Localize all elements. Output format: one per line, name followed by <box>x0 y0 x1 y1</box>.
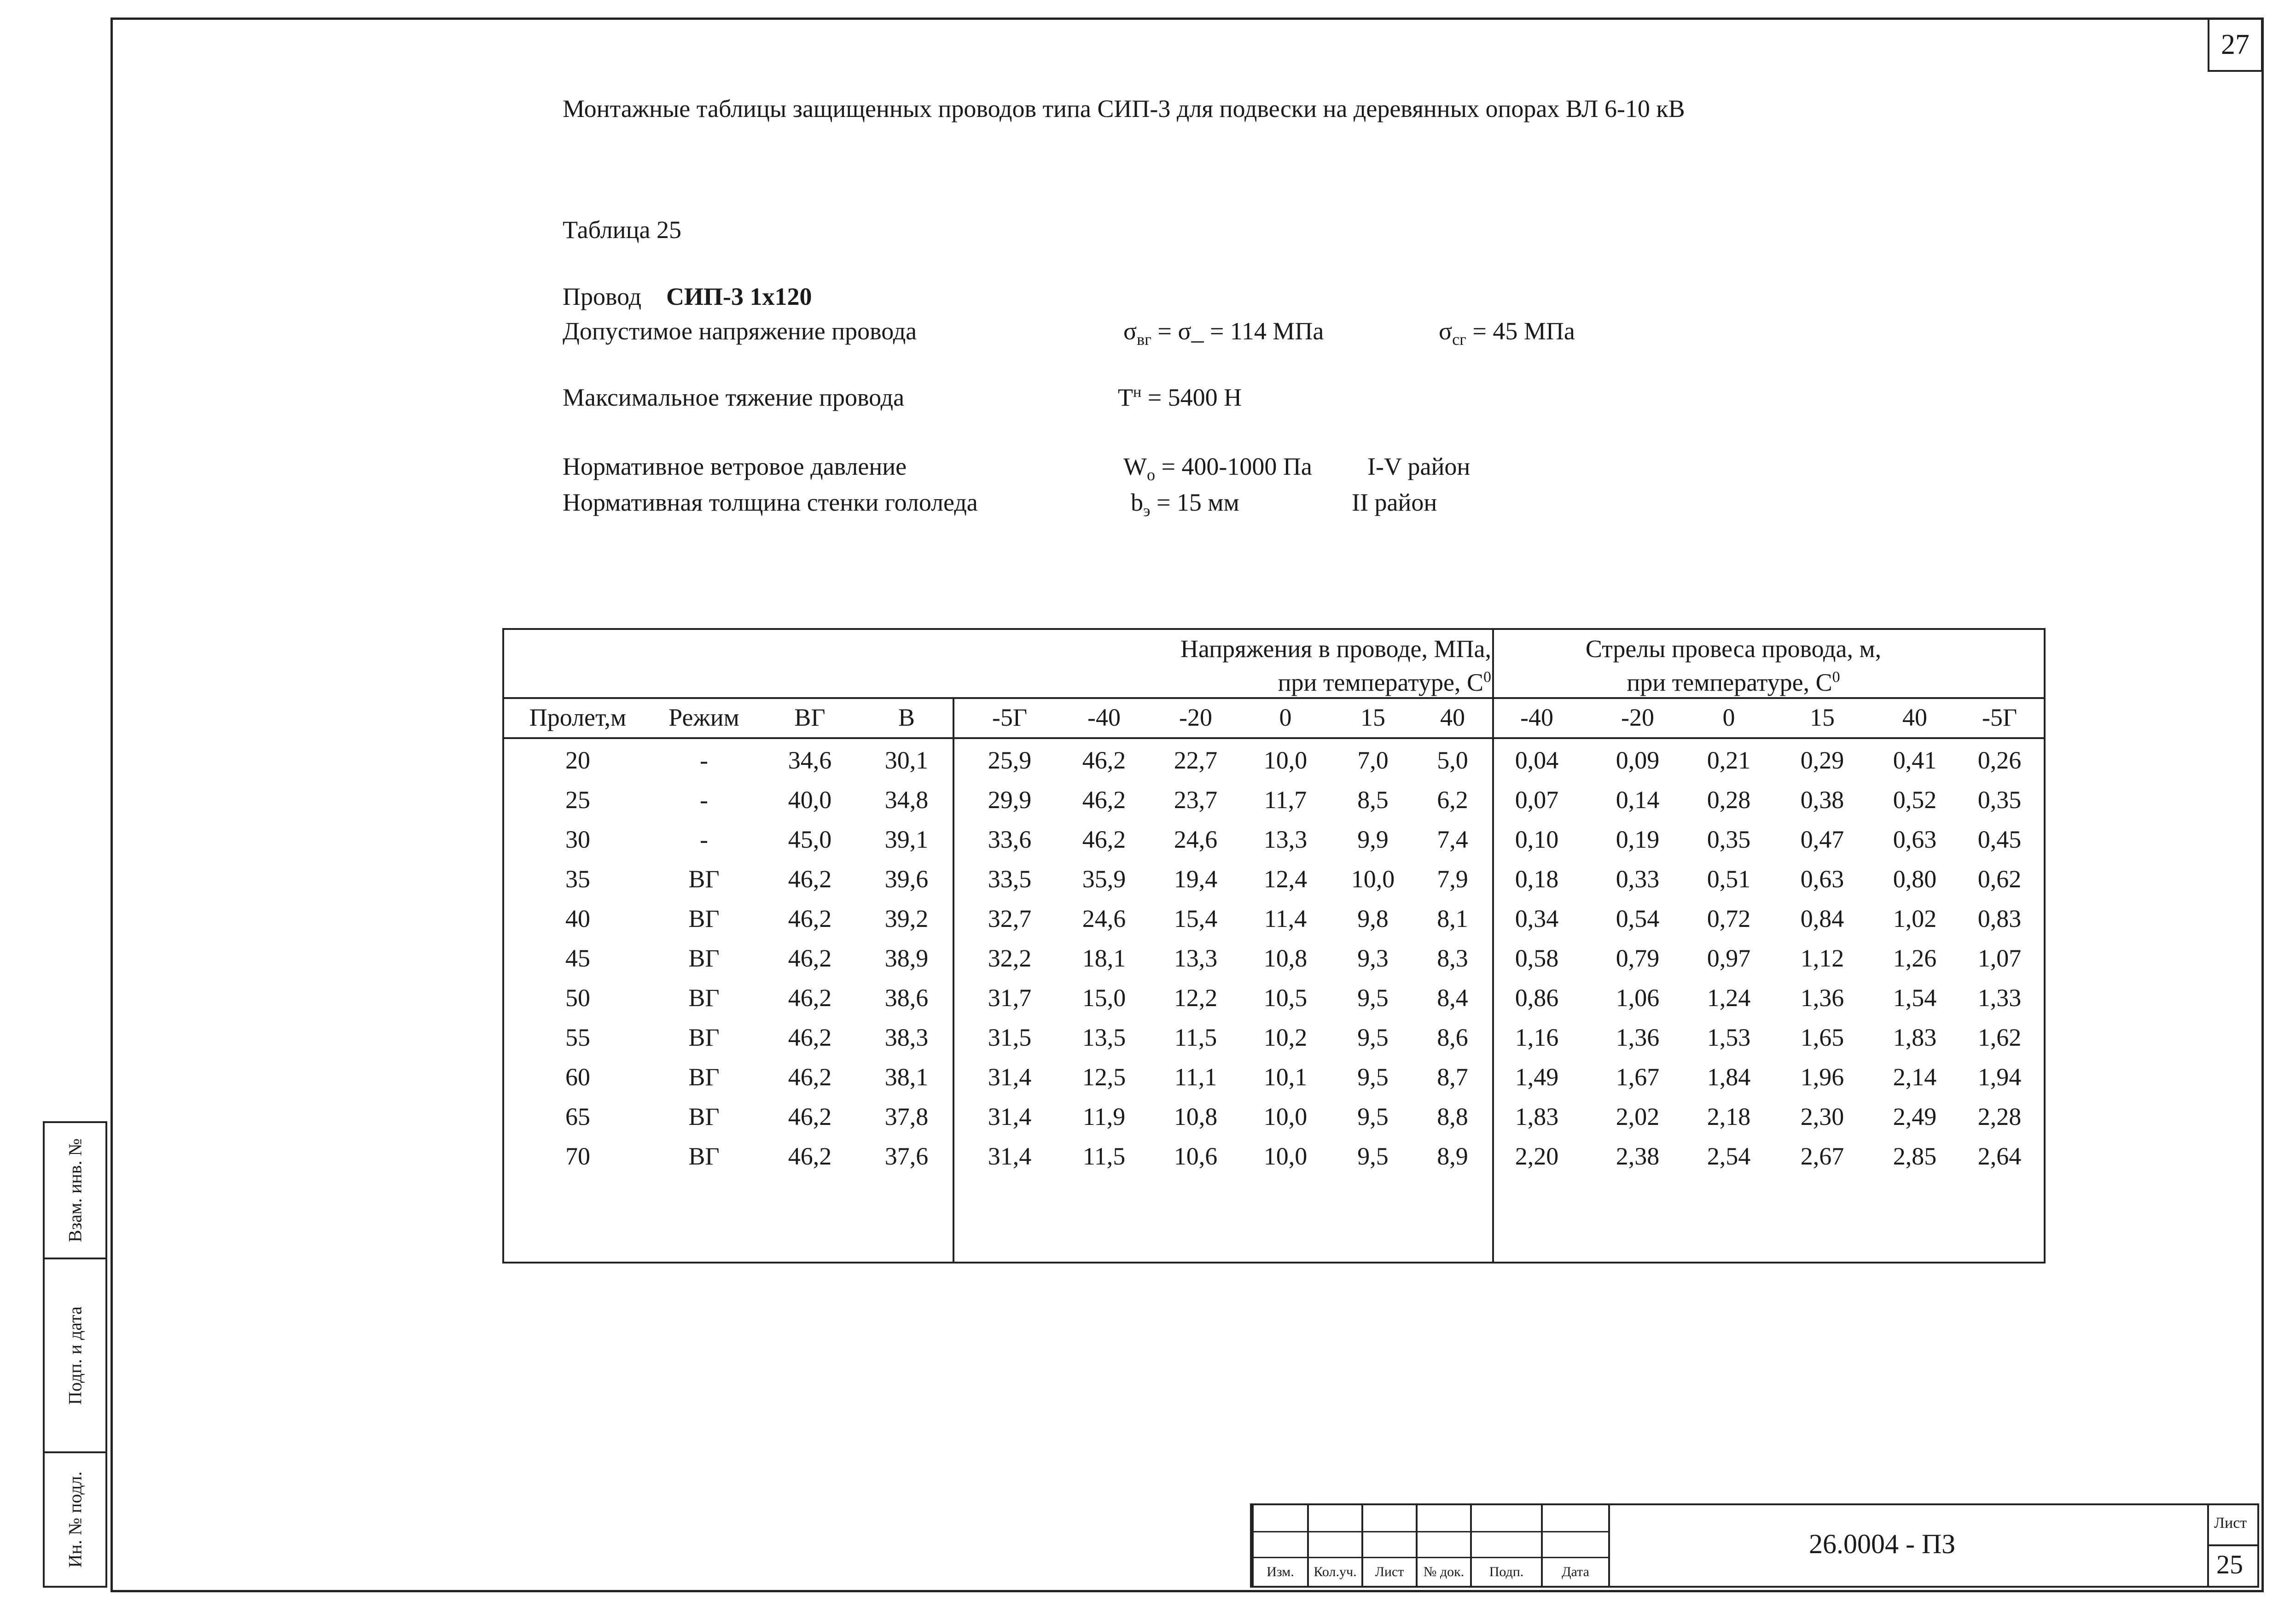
title-block-vline <box>1541 1505 1543 1588</box>
title-block-vline <box>1361 1505 1363 1588</box>
table-cell: ВГ <box>688 1142 720 1170</box>
table-cell: 25 <box>565 786 590 814</box>
column-header: -40 <box>1520 704 1553 731</box>
table-cell: 2,30 <box>1800 1103 1844 1130</box>
table-cell: 34,8 <box>884 786 929 814</box>
table-cell: 38,9 <box>884 944 929 972</box>
table-cell: 55 <box>565 1024 590 1051</box>
wind-pressure-label: Нормативное ветровое давление <box>563 453 907 480</box>
table-cell: 2,18 <box>1707 1103 1751 1130</box>
wire-value: СИП-3 1х120 <box>666 283 812 310</box>
podp-data-label: Подп. и дата <box>64 1306 86 1405</box>
table-cell: 30 <box>565 826 590 853</box>
table-cell: 10,0 <box>1263 1103 1308 1130</box>
table-cell: 7,4 <box>1437 826 1468 853</box>
table-cell: 0,45 <box>1977 826 2022 853</box>
table-cell: 10,8 <box>1174 1103 1218 1130</box>
vzam-inv-label: Взам. инв. № <box>64 1138 86 1242</box>
table-cell: 9,5 <box>1357 1103 1389 1130</box>
table-cell: 8,9 <box>1437 1142 1468 1170</box>
table-cell: - <box>700 786 708 814</box>
table-cell: ВГ <box>688 865 720 893</box>
table-row <box>504 740 2044 780</box>
table-cell: 1,33 <box>1977 984 2022 1012</box>
table-cell: 65 <box>565 1103 590 1130</box>
table-cell: ВГ <box>688 944 720 972</box>
table-cell: 0,18 <box>1515 865 1559 893</box>
table-cell: 31,4 <box>988 1103 1032 1130</box>
table-cell: 1,06 <box>1616 984 1660 1012</box>
table-cell: 0,41 <box>1893 746 1937 774</box>
margin-stamp-podp <box>43 1258 107 1453</box>
table-cell: 15,0 <box>1082 984 1126 1012</box>
table-cell: 2,49 <box>1893 1103 1937 1130</box>
table-cell: 0,51 <box>1707 865 1751 893</box>
table-cell: ВГ <box>688 1063 720 1091</box>
table-cell: 32,2 <box>988 944 1032 972</box>
document-title: Монтажные таблицы защищенных проводов типа СИП-3 для подвески на деревянных опорах ВЛ 6-10 кВ <box>563 95 1685 122</box>
table-cell: 0,86 <box>1515 984 1559 1012</box>
table-cell: 0,04 <box>1515 746 1559 774</box>
table-cell: 1,65 <box>1800 1024 1844 1051</box>
table-cell: 10,0 <box>1351 865 1395 893</box>
table-cell: 1,16 <box>1515 1024 1559 1051</box>
table-row <box>504 1057 2044 1097</box>
table-cell: 5,0 <box>1437 746 1468 774</box>
table-cell: 13,5 <box>1082 1024 1126 1051</box>
table-cell: 0,54 <box>1616 905 1660 932</box>
table-cell: 45,0 <box>788 826 832 853</box>
table-cell: 31,4 <box>988 1142 1032 1170</box>
table-cell: 0,28 <box>1707 786 1751 814</box>
table-cell: 0,34 <box>1515 905 1559 932</box>
document-code: 26.0004 - ПЗ <box>1809 1529 1956 1559</box>
wire-line <box>563 282 812 311</box>
table-cell: 0,14 <box>1616 786 1660 814</box>
title-block-vline <box>1470 1505 1472 1588</box>
table-cell: 8,4 <box>1437 984 1468 1012</box>
table-cell: 12,2 <box>1174 984 1218 1012</box>
table-cell: 9,8 <box>1357 905 1389 932</box>
table-cell: 9,5 <box>1357 1142 1389 1170</box>
header-rule-bottom <box>504 737 2044 739</box>
table-cell: 9,9 <box>1357 826 1389 853</box>
table-row <box>504 1136 2044 1176</box>
table-cell: 46,2 <box>788 944 832 972</box>
table-row <box>504 938 2044 978</box>
table-cell: 2,02 <box>1616 1103 1660 1130</box>
title-block-column-label: № док. <box>1423 1564 1465 1579</box>
table-cell: - <box>700 826 708 853</box>
ice-thickness-region: II район <box>1352 489 1437 516</box>
table-cell: 1,54 <box>1893 984 1937 1012</box>
table-cell: 39,2 <box>884 905 929 932</box>
table-cell: ВГ <box>688 1103 720 1130</box>
table-cell: 31,4 <box>988 1063 1032 1091</box>
table-cell: 0,72 <box>1707 905 1751 932</box>
table-cell: 1,83 <box>1515 1103 1559 1130</box>
table-cell: 0,21 <box>1707 746 1751 774</box>
table-cell: 37,8 <box>884 1103 929 1130</box>
sigma-vg: $\sigma_{вг}$ = σ_ = 114 МПа <box>1123 317 1324 349</box>
table-cell: 0,83 <box>1977 905 2022 932</box>
table-cell: 1,36 <box>1800 984 1844 1012</box>
table-cell: 0,63 <box>1800 865 1844 893</box>
column-header: 0 <box>1279 704 1292 731</box>
table-cell: 10,1 <box>1263 1063 1308 1091</box>
table-cell: 1,94 <box>1977 1063 2022 1091</box>
table-cell: 9,3 <box>1357 944 1389 972</box>
sheet-number: 25 <box>2216 1549 2243 1579</box>
table-cell: 6,2 <box>1437 786 1468 814</box>
table-cell: 2,67 <box>1800 1142 1844 1170</box>
column-header: 15 <box>1360 704 1385 731</box>
table-cell: 38,3 <box>884 1024 929 1051</box>
wind-pressure-value: $W_о = 400-1000$ Па <box>1123 453 1312 484</box>
table-cell: 0,62 <box>1977 865 2022 893</box>
title-block-vline <box>1416 1505 1418 1588</box>
table-cell: 40 <box>565 905 590 932</box>
sigma-sg: $\sigma_{сг} = 45$ МПа <box>1439 317 1575 349</box>
table-cell: 9,5 <box>1357 1024 1389 1051</box>
table-row <box>504 899 2044 938</box>
table-cell: 35 <box>565 865 590 893</box>
table-cell: 33,6 <box>988 826 1032 853</box>
table-cell: ВГ <box>688 1024 720 1051</box>
table-cell: 0,07 <box>1515 786 1559 814</box>
table-cell: 20 <box>565 746 590 774</box>
margin-stamp-vzam <box>43 1121 107 1259</box>
table-cell: 11,5 <box>1082 1142 1126 1170</box>
table-cell: 46,2 <box>788 1063 832 1091</box>
table-cell: 0,80 <box>1893 865 1937 893</box>
title-block-column-label: Изм. <box>1267 1564 1294 1579</box>
column-header: Режим <box>668 704 739 731</box>
table-cell: - <box>700 746 708 774</box>
table-cell: 0,35 <box>1977 786 2022 814</box>
table-cell: 1,49 <box>1515 1063 1559 1091</box>
table-cell: 70 <box>565 1142 590 1170</box>
table-cell: 11,9 <box>1082 1103 1126 1130</box>
table-cell: 8,5 <box>1357 786 1389 814</box>
table-cell: 60 <box>565 1063 590 1091</box>
table-cell: 24,6 <box>1082 905 1126 932</box>
title-block-hline <box>1252 1557 1610 1558</box>
table-cell: 8,3 <box>1437 944 1468 972</box>
table-cell: 38,6 <box>884 984 929 1012</box>
sag-group-header: Стрелы провеса провода, м, при температуре, $С^0$ <box>1585 635 1882 696</box>
table-cell: 11,5 <box>1174 1024 1217 1051</box>
column-header: 0 <box>1722 704 1735 731</box>
table-cell: 39,1 <box>884 826 929 853</box>
table-cell: 18,1 <box>1082 944 1126 972</box>
table-cell: 1,96 <box>1800 1063 1844 1091</box>
table-cell: 0,84 <box>1800 905 1844 932</box>
table-cell: 25,9 <box>988 746 1032 774</box>
ice-thickness-label: Нормативная толщина стенки гололеда <box>563 489 978 516</box>
table-row <box>504 1097 2044 1136</box>
table-cell: 29,9 <box>988 786 1032 814</box>
table-cell: 40,0 <box>788 786 832 814</box>
table-cell: 38,1 <box>884 1063 929 1091</box>
column-header: 15 <box>1810 704 1835 731</box>
table-cell: 22,7 <box>1174 746 1218 774</box>
table-row <box>504 1018 2044 1057</box>
table-cell: 46,2 <box>1082 826 1126 853</box>
table-cell: 0,09 <box>1616 746 1660 774</box>
table-cell: 1,83 <box>1893 1024 1937 1051</box>
table-cell: 46,2 <box>1082 746 1126 774</box>
table-cell: 10,0 <box>1263 746 1308 774</box>
max-tension-label: Максимальное тяжение провода <box>563 384 905 411</box>
table-cell: 13,3 <box>1174 944 1218 972</box>
table-cell: 1,07 <box>1977 944 2022 972</box>
table-row <box>504 820 2044 859</box>
max-tension-value: $Т^н = 5400$ Н <box>1118 384 1242 411</box>
table-cell: 46,2 <box>788 865 832 893</box>
table-cell: 34,6 <box>788 746 832 774</box>
column-header: -5Г <box>992 704 1028 731</box>
table-cell: 46,2 <box>788 984 832 1012</box>
table-cell: 31,5 <box>988 1024 1032 1051</box>
column-header: -40 <box>1087 704 1121 731</box>
inv-podl-label: Ин. № подл. <box>64 1471 86 1568</box>
table-cell: 37,6 <box>884 1142 929 1170</box>
column-header: ВГ <box>794 704 825 731</box>
column-header: В <box>898 704 915 731</box>
table-cell: 46,2 <box>1082 786 1126 814</box>
title-block-vline <box>1252 1505 1254 1588</box>
table-cell: 23,7 <box>1174 786 1218 814</box>
title-block-column-label: Кол.уч. <box>1314 1564 1357 1579</box>
table-cell: 30,1 <box>884 746 929 774</box>
table-cell: 35,9 <box>1082 865 1126 893</box>
wind-pressure-region: I-V район <box>1367 453 1471 480</box>
table-cell: 1,62 <box>1977 1024 2022 1051</box>
table-cell: 2,14 <box>1893 1063 1937 1091</box>
table-cell: 8,7 <box>1437 1063 1468 1091</box>
table-cell: 11,7 <box>1264 786 1307 814</box>
table-cell: 0,35 <box>1707 826 1751 853</box>
table-cell: 2,20 <box>1515 1142 1559 1170</box>
table-cell: 33,5 <box>988 865 1032 893</box>
table-cell: 1,26 <box>1893 944 1937 972</box>
table-row <box>504 780 2044 820</box>
sheet-label: Лист <box>2214 1514 2247 1531</box>
table-cell: 0,97 <box>1707 944 1751 972</box>
table-label: Таблица 25 <box>563 216 681 244</box>
table-cell: 1,67 <box>1616 1063 1660 1091</box>
table-cell: 8,6 <box>1437 1024 1468 1051</box>
table-cell: 46,2 <box>788 1142 832 1170</box>
table-cell: 0,79 <box>1616 944 1660 972</box>
table-cell: ВГ <box>688 905 720 932</box>
table-cell: 7,9 <box>1437 865 1468 893</box>
table-cell: 32,7 <box>988 905 1032 932</box>
table-cell: 10,5 <box>1263 984 1308 1012</box>
table-cell: 8,1 <box>1437 905 1468 932</box>
table-row <box>504 859 2044 899</box>
title-block-vline <box>1608 1505 1610 1588</box>
table-cell: 45 <box>565 944 590 972</box>
table-cell: 7,0 <box>1357 746 1389 774</box>
column-header: 40 <box>1440 704 1465 731</box>
table-cell: 0,58 <box>1515 944 1559 972</box>
table-cell: 0,19 <box>1616 826 1660 853</box>
table-cell: 11,4 <box>1264 905 1307 932</box>
table-cell: 8,8 <box>1437 1103 1468 1130</box>
column-header: Пролет,м <box>529 704 627 731</box>
table-cell: 0,26 <box>1977 746 2022 774</box>
table-cell: 10,8 <box>1263 944 1308 972</box>
wire-label: Провод <box>563 283 642 310</box>
table-cell: 39,6 <box>884 865 929 893</box>
table-cell: 9,5 <box>1357 984 1389 1012</box>
table-cell: 0,38 <box>1800 786 1844 814</box>
table-cell: ВГ <box>688 984 720 1012</box>
table-cell: 0,47 <box>1800 826 1844 853</box>
table-cell: 12,5 <box>1082 1063 1126 1091</box>
table-cell: 0,63 <box>1893 826 1937 853</box>
table-row <box>504 978 2044 1018</box>
table-cell: 10,6 <box>1174 1142 1218 1170</box>
table-cell: 1,53 <box>1707 1024 1751 1051</box>
table-cell: 1,36 <box>1616 1024 1660 1051</box>
table-cell: 9,5 <box>1357 1063 1389 1091</box>
table-cell: 1,84 <box>1707 1063 1751 1091</box>
ice-thickness-value: $b_э = 15$ мм <box>1131 489 1239 520</box>
table-cell: 31,7 <box>988 984 1032 1012</box>
sheet-box-mid <box>2207 1544 2257 1546</box>
table-cell: 2,54 <box>1707 1142 1751 1170</box>
table-cell: 13,3 <box>1263 826 1308 853</box>
title-block-column-label: Подп. <box>1489 1564 1524 1579</box>
title-block <box>1250 1503 2259 1588</box>
table-cell: 10,2 <box>1263 1024 1308 1051</box>
table-cell: 12,4 <box>1263 865 1308 893</box>
table-cell: 1,24 <box>1707 984 1751 1012</box>
title-block-vline <box>1307 1505 1309 1588</box>
table-cell: 46,2 <box>788 1103 832 1130</box>
column-header: 40 <box>1902 704 1927 731</box>
table-cell: 2,85 <box>1893 1142 1937 1170</box>
column-header: -20 <box>1179 704 1212 731</box>
table-cell: 50 <box>565 984 590 1012</box>
title-block-column-label: Лист <box>1375 1564 1404 1579</box>
table-cell: 46,2 <box>788 905 832 932</box>
page-number: 27 <box>2208 17 2263 72</box>
table-cell: 46,2 <box>788 1024 832 1051</box>
table-cell: 24,6 <box>1174 826 1218 853</box>
table-cell: 0,29 <box>1800 746 1844 774</box>
table-cell: 2,38 <box>1616 1142 1660 1170</box>
margin-stamp-inv <box>43 1451 107 1588</box>
column-header: -20 <box>1621 704 1654 731</box>
title-block-column-label: Дата <box>1562 1564 1589 1579</box>
sag-tension-table <box>502 628 2046 1264</box>
column-header: -5Г <box>1982 704 2017 731</box>
table-cell: 0,33 <box>1616 865 1660 893</box>
table-cell: 15,4 <box>1174 905 1218 932</box>
table-cell: 0,52 <box>1893 786 1937 814</box>
table-cell: 2,28 <box>1977 1103 2022 1130</box>
table-cell: 10,0 <box>1263 1142 1308 1170</box>
table-cell: 11,1 <box>1174 1063 1217 1091</box>
table-cell: 0,10 <box>1515 826 1559 853</box>
table-cell: 2,64 <box>1977 1142 2022 1170</box>
table-cell: 1,02 <box>1893 905 1937 932</box>
stress-group-header: Напряжения в проводе, МПа, при температуре, $С^0$ <box>1180 635 1491 696</box>
permissible-stress-label: Допустимое напряжение провода <box>563 317 917 345</box>
table-cell: 19,4 <box>1174 865 1218 893</box>
table-cell: 1,12 <box>1800 944 1844 972</box>
title-block-hline <box>1252 1531 1610 1532</box>
